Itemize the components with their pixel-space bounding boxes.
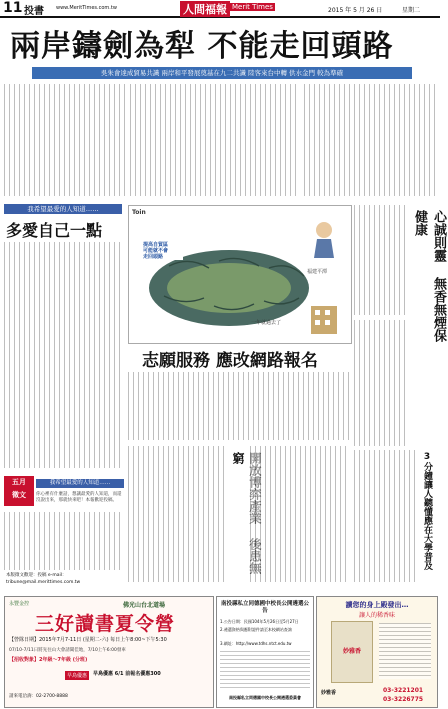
right-title-health: 心誠則靈 無香無煙保健康 bbox=[412, 210, 446, 342]
ad-camp-line2: 07/10-7/11日將先往山大會請聞佳地，7/10上午6:00發車 bbox=[9, 648, 126, 653]
ad-notice-text bbox=[220, 651, 310, 691]
love-column-header: 我希望最愛的人知道…… bbox=[4, 204, 122, 214]
may-subtitle: 你心裡有什麼話，想讓最愛的人知道，而還沒說出來，那就快來吧！本報歡迎投稿。 bbox=[36, 492, 122, 503]
ad-incense[interactable] bbox=[316, 596, 438, 708]
ad-notice-title: 南投縣私立同德國中校長公開遴選公告 bbox=[220, 601, 309, 614]
brand-name: 人間福報 bbox=[180, 1, 230, 17]
ad-incense-phone1: 03-3221201 bbox=[383, 687, 424, 694]
ad-camp-top: 永豐金控 bbox=[9, 601, 30, 607]
ad-incense-brand: 妙雅香 bbox=[321, 690, 337, 696]
cartoon-label: Toin bbox=[132, 209, 146, 216]
masthead bbox=[0, 0, 440, 18]
ad-incense-text bbox=[379, 623, 431, 679]
may-email: tribune@mail.merittimes.com.tw bbox=[6, 580, 81, 585]
may-header: 我希望最愛的人知道…… bbox=[36, 479, 124, 488]
ad-camp-line4: 早鳥優惠 6/1 前報名優惠300 bbox=[93, 671, 161, 677]
editorial-cartoon bbox=[128, 205, 352, 344]
article-volunteer-title: 志願服務 應改網路報名 bbox=[142, 351, 318, 371]
may-badge bbox=[4, 476, 34, 506]
may-body: 本版徵文歡迎：投稿 e-mail： bbox=[6, 573, 67, 578]
ad-notice-line1: 1.公告日期：民國104年5月26日至5月27日 bbox=[220, 619, 299, 624]
love-body bbox=[4, 242, 122, 468]
weekday: 星期二 bbox=[402, 7, 421, 14]
ad-incense-phone2: 03-3226775 bbox=[383, 696, 424, 703]
cartoon-figure bbox=[316, 222, 332, 238]
section-label: 投書 bbox=[24, 6, 44, 17]
right-text-b bbox=[354, 320, 408, 446]
top-text-block-mid bbox=[130, 84, 300, 196]
may-text bbox=[4, 512, 124, 570]
article-gambling-body-left bbox=[128, 446, 228, 582]
ad-notice-footer: 南投縣私立同德國中校長公開遴選委員會 bbox=[229, 695, 301, 700]
cartoon-tag-1: 提高自貿區 可能就不會 走回頭路 bbox=[143, 242, 183, 260]
main-headline: 兩岸鑄劍為犁 不能走回頭路 bbox=[10, 29, 394, 64]
cartoon-building bbox=[311, 306, 337, 334]
love-title: 多愛自己一點 bbox=[6, 221, 103, 240]
may-badge-top: 五月 bbox=[12, 478, 26, 486]
ad-summer-camp[interactable] bbox=[4, 596, 214, 708]
ad-principal-notice bbox=[216, 596, 314, 708]
may-badge-bottom: 徵文 bbox=[12, 491, 26, 499]
site-url: www.MeritTimes.com.tw bbox=[56, 5, 117, 11]
ad-camp-line3: 【招收對象】2年級～7年級 (分班) bbox=[9, 657, 88, 663]
ad-incense-product bbox=[331, 621, 373, 683]
cartoon-tag-3: 福建平潭 bbox=[307, 269, 328, 275]
issue-date: 2015 年 5 月 26 日 bbox=[328, 7, 383, 14]
article-volunteer-body bbox=[128, 372, 350, 440]
right-text-c bbox=[354, 450, 418, 582]
top-text-block-right bbox=[304, 84, 436, 196]
page-number: 11 bbox=[3, 0, 23, 16]
right-title-speech: 3分鐘讓人聽懂應在大學普及 bbox=[422, 452, 432, 570]
cartoon-crowd-core bbox=[167, 263, 291, 313]
ad-camp-title: 三好讀書夏令營 bbox=[35, 613, 176, 635]
ad-incense-title: 讀您的身上殿發出… bbox=[345, 601, 409, 609]
ad-notice-line2: 2.遴選資格與應附證件請至本校網站查詢 bbox=[220, 627, 292, 632]
ad-camp-line1: 【營隊日期】2015年7月7-11日 (星期二-六) 每日上午8:00~下午5:30 bbox=[9, 637, 167, 643]
ad-camp-line5: 請來電洽詢：02-2700-8888 bbox=[9, 694, 68, 699]
brand-english: Merit Times bbox=[232, 3, 273, 11]
cartoon-tag-2: 一年就過去了 bbox=[251, 320, 282, 326]
ad-incense-product-name: 妙雅香 bbox=[342, 648, 361, 655]
article-gambling-body-right bbox=[250, 446, 350, 582]
ad-notice-line3: 3.網址：http://www.tdhs.ntct.edu.tw bbox=[220, 641, 292, 646]
article-gambling-title: 窮 bbox=[231, 452, 245, 464]
headline-deck: 吳朱會達成貿易共識 兩岸和平發展奠基在九二共識 陸客來台中轉 供水金門 較為準確 bbox=[32, 67, 412, 79]
ad-camp-badge: 早鳥優惠 bbox=[67, 673, 88, 679]
ad-incense-sub: 讓人的稀香味 bbox=[358, 612, 395, 619]
right-text-a bbox=[354, 205, 408, 315]
top-text-block-left bbox=[4, 84, 126, 196]
ad-camp-brand: 佛光山台北道場 bbox=[123, 602, 166, 609]
